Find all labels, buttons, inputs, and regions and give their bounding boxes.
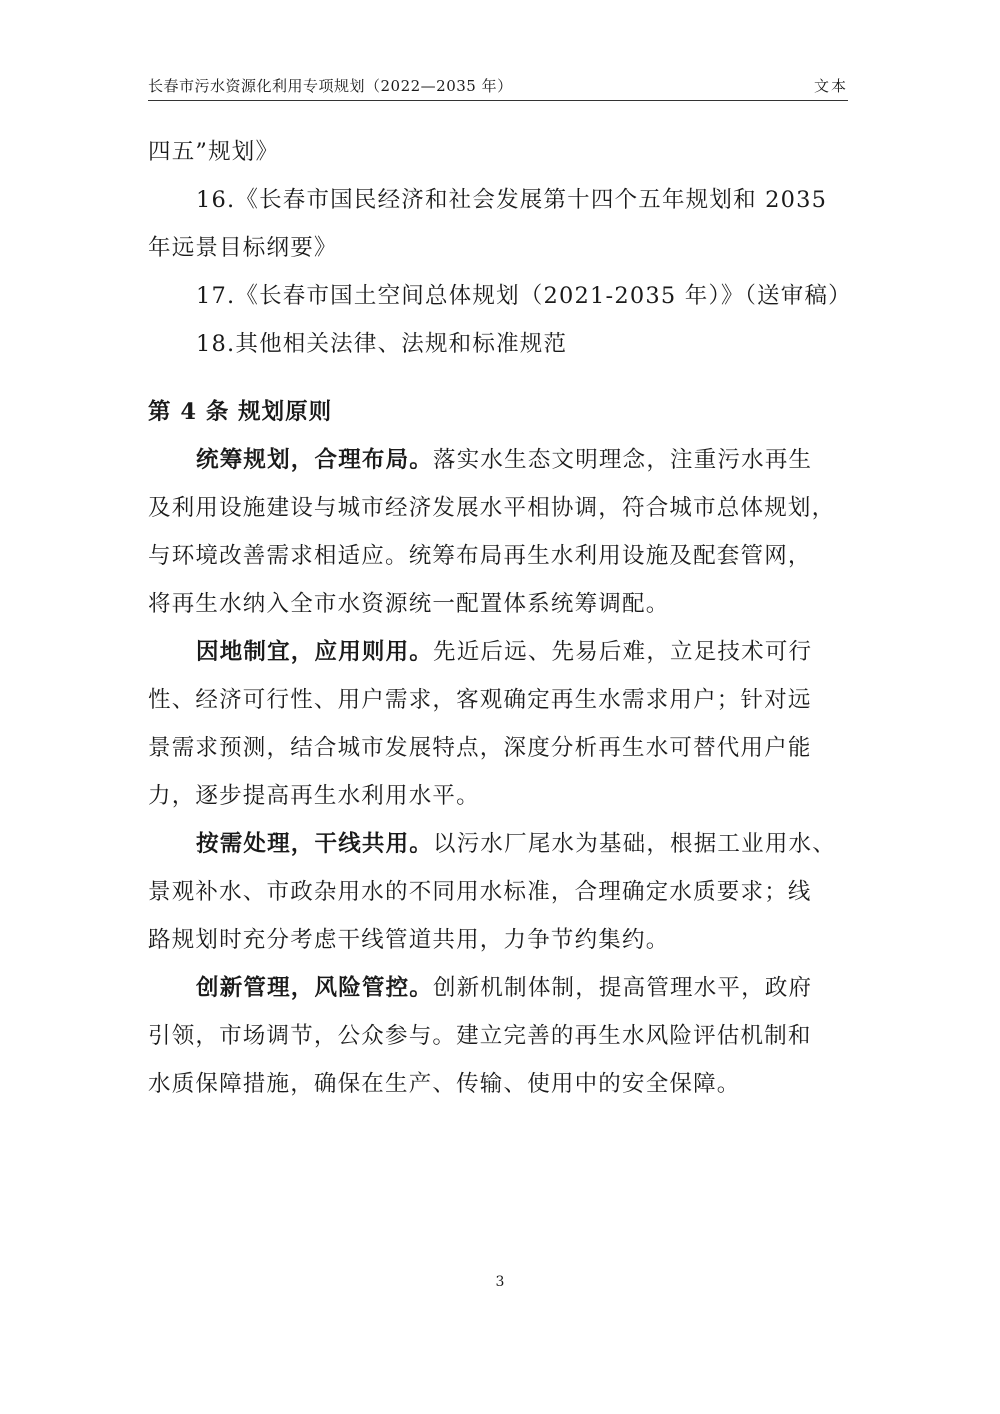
principle-first-line	[148, 820, 858, 868]
reference-item-17: 17.《长春市国土空间总体规划（2021-2035 年）》（送审稿）	[196, 283, 852, 309]
principle-paragraph	[148, 436, 858, 628]
reference-item-16: 16.《长春市国民经济和社会发展第十四个五年规划和 2035	[196, 187, 828, 213]
page-header	[148, 72, 848, 101]
principle-line: 将再生水纳入全市水资源统一配置体系统筹调配。	[148, 591, 670, 617]
article-4-title: 第 4 条 规划原则	[148, 399, 333, 425]
document-title: 长春市污水资源化利用专项规划（2022—2035 年）	[148, 77, 513, 95]
principle-text: 先近后远、先易后难，立足技术可行	[433, 639, 813, 665]
principle-text: 落实水生态文明理念，注重污水再生	[433, 447, 813, 473]
principle-heading: 因地制宜，应用则用。	[196, 639, 434, 665]
principle-first-line	[148, 436, 858, 484]
principle-line: 力，逐步提高再生水利用水平。	[148, 783, 480, 809]
principle-heading: 创新管理，风险管控。	[196, 975, 434, 1001]
principle-line: 性、经济可行性、用户需求，客观确定再生水需求用户；针对远	[148, 687, 812, 713]
principle-line: 景观补水、市政杂用水的不同用水标准，合理确定水质要求；线	[148, 879, 812, 905]
principle-paragraph	[148, 820, 858, 964]
reference-item-18: 18.其他相关法律、法规和标准规范	[196, 331, 568, 357]
document-type-label: 文本	[813, 77, 848, 95]
principle-text: 以污水厂尾水为基础，根据工业用水、	[433, 831, 836, 857]
principle-line: 引领，市场调节，公众参与。建立完善的再生水风险评估机制和	[148, 1023, 812, 1049]
reference-item-15-continuation: 四五”规划》	[148, 139, 280, 165]
principle-line: 水质保障措施，确保在生产、传输、使用中的安全保障。	[148, 1071, 741, 1097]
principle-line: 及利用设施建设与城市经济发展水平相协调，符合城市总体规划，	[148, 495, 836, 521]
principle-text: 创新机制体制，提高管理水平，政府	[433, 975, 813, 1001]
principle-line: 景需求预测，结合城市发展特点，深度分析再生水可替代用户能	[148, 735, 812, 761]
principle-line: 路规划时充分考虑干线管道共用，力争节约集约。	[148, 927, 670, 953]
principle-heading: 按需处理，干线共用。	[196, 831, 434, 857]
principle-heading: 统筹规划，合理布局。	[196, 447, 434, 473]
principle-first-line	[148, 964, 858, 1012]
principle-line: 与环境改善需求相适应。统筹布局再生水利用设施及配套管网，	[148, 543, 812, 569]
section-spacer	[148, 368, 858, 388]
principle-paragraph	[148, 964, 858, 1108]
page-number: 3	[495, 1274, 505, 1290]
document-body	[148, 128, 858, 1108]
principle-paragraph	[148, 628, 858, 820]
principle-first-line	[148, 628, 858, 676]
reference-item-16-continuation: 年远景目标纲要》	[148, 235, 338, 261]
